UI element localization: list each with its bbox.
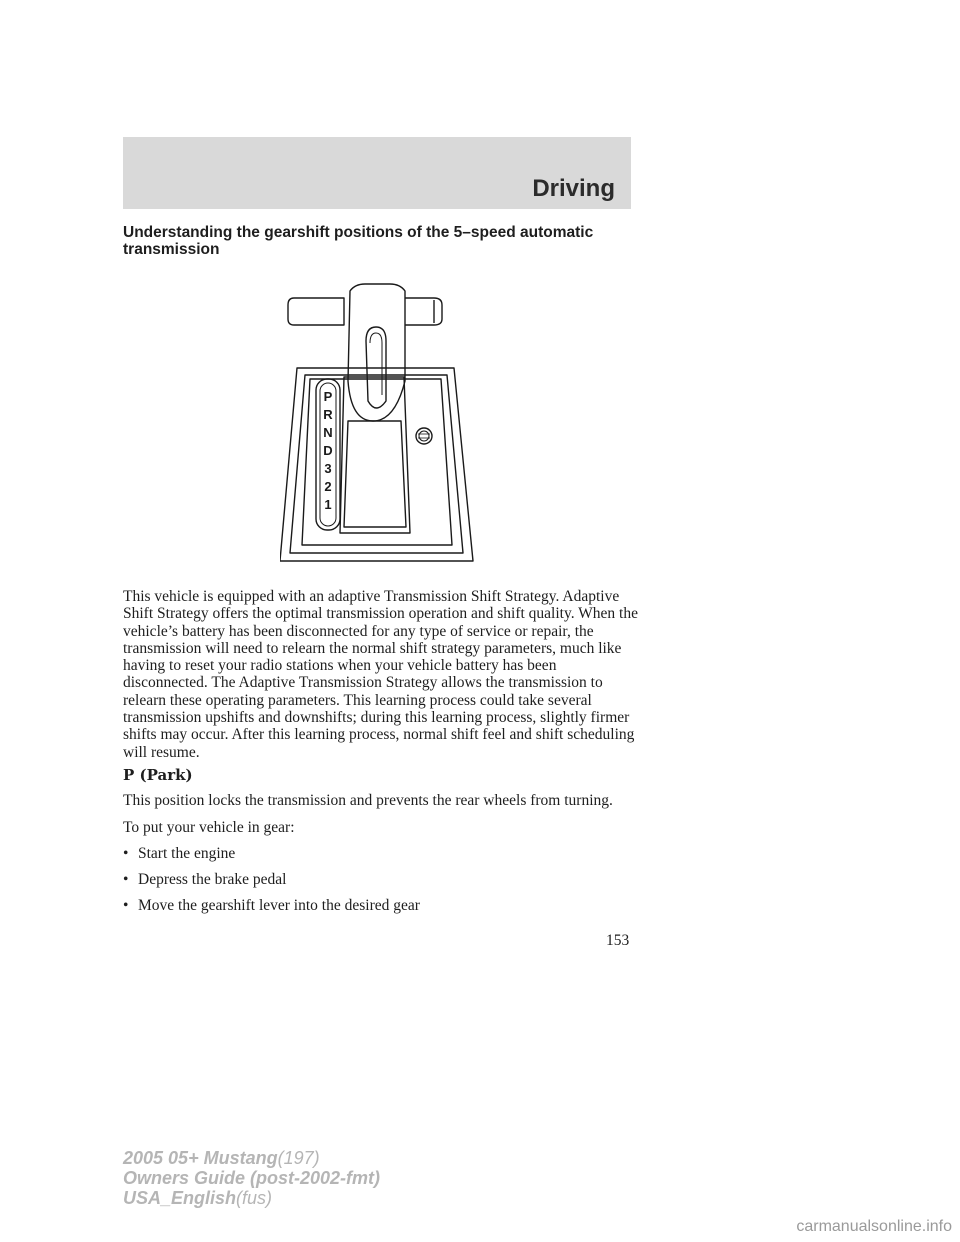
handle-crossbar <box>288 298 344 325</box>
subheading-park: P (Park) <box>123 765 193 784</box>
gearshift-illustration <box>280 283 475 575</box>
footer-line-2: Owners Guide (post-2002-fmt) <box>123 1168 381 1188</box>
footer-line-1: 2005 05+ Mustang(197) <box>123 1148 320 1168</box>
footer <box>123 1148 380 1208</box>
section-title: Driving <box>532 175 615 202</box>
gear-label-r: R <box>323 407 333 422</box>
gearshift-diagram <box>280 283 475 575</box>
header-band <box>123 137 631 209</box>
footer-line-3: USA_English(fus) <box>123 1188 273 1208</box>
gear-lever <box>348 284 405 421</box>
page-heading: Understanding the gearshift positions of the 5–speed automatic transmission <box>123 224 594 258</box>
handle-crossbar-right <box>405 298 442 325</box>
gear-label-1: 1 <box>324 497 332 512</box>
body-text <box>123 588 643 924</box>
bullet-icon: • <box>123 871 129 889</box>
paragraph-adaptive-strategy: This vehicle is equipped with an adaptive Transmission Shift Strategy. Adaptive Shift Strategy offers the optimal transmission operation and shift quality. When the vehicle’s battery has been disconnected for any type of service or repair, the transmission will need to relearn the normal shift strategy parameters, much like having to reset your radio stations when your vehicle battery has been disconnected. The Adaptive Transmission Strategy allows the transmission to relearn these operating parameters. This learning process could take several transmission upshifts and downshifts; during this learning process, slightly firmer shifts may occur. After this learning process, normal shift feel and shift scheduling will resume. <box>123 588 638 761</box>
bullet-icon: • <box>123 844 129 862</box>
page-number: 153 <box>606 932 630 949</box>
shift-lock-button <box>416 428 432 444</box>
bullet-icon: • <box>123 897 129 915</box>
watermark: carmanualsonline.info <box>796 1218 952 1235</box>
list-item: • Move the gearshift lever into the desired gear <box>123 897 420 915</box>
bullet-list <box>123 845 643 915</box>
gear-label-p: P <box>323 389 333 404</box>
gear-label-2: 2 <box>324 479 332 494</box>
gear-label-3: 3 <box>324 461 332 476</box>
paragraph-in-gear: To put your vehicle in gear: <box>123 818 295 836</box>
paragraph-park: This position locks the transmission and prevents the rear wheels from turning. <box>123 792 613 810</box>
gear-label-d: D <box>323 443 333 458</box>
gear-label-n: N <box>323 425 333 440</box>
list-item: • Start the engine <box>123 844 236 862</box>
list-item: • Depress the brake pedal <box>123 871 287 889</box>
